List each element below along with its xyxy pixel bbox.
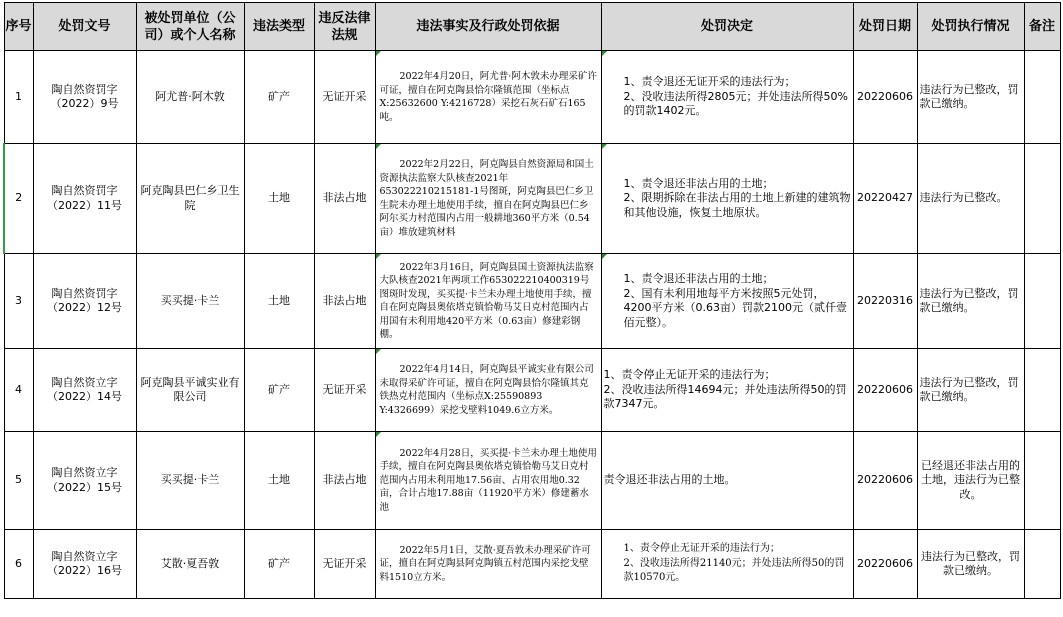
comment-marker-icon bbox=[376, 432, 381, 437]
cell-date[interactable]: 20220316 bbox=[853, 254, 917, 349]
comment-marker-icon bbox=[602, 144, 607, 149]
cell-law[interactable]: 非法占地 bbox=[314, 432, 375, 530]
cell-date[interactable]: 20220606 bbox=[853, 51, 917, 144]
cell-doc-no[interactable]: 陶自然资罚字（2022）12号 bbox=[33, 254, 136, 349]
cell-date[interactable]: 20220427 bbox=[853, 144, 917, 254]
decision-line: 责令退还非法占用的土地。 bbox=[603, 473, 736, 487]
cell-seq[interactable]: 2 bbox=[4, 144, 33, 254]
cell-facts[interactable] bbox=[375, 530, 601, 599]
header-decision[interactable]: 处罚决定 bbox=[601, 3, 853, 51]
comment-marker-icon bbox=[602, 254, 607, 259]
comment-marker-icon bbox=[376, 254, 381, 259]
table-row bbox=[4, 254, 1060, 349]
cell-seq[interactable]: 6 bbox=[4, 530, 33, 599]
header-party[interactable]: 被处罚单位（公司）或个人名称 bbox=[136, 3, 244, 51]
cell-doc-no[interactable]: 陶自然资罚字（2022）11号 bbox=[33, 144, 136, 254]
cell-remark[interactable] bbox=[1024, 144, 1060, 254]
table-row bbox=[4, 51, 1060, 144]
cell-law[interactable]: 无证开采 bbox=[314, 530, 375, 599]
decision-line: 1、责令退还非法占用的土地； bbox=[623, 176, 774, 190]
cell-decision[interactable] bbox=[601, 51, 853, 144]
cell-seq[interactable]: 1 bbox=[4, 51, 33, 144]
cell-party[interactable]: 阿克陶县平诚实业有限公司 bbox=[136, 349, 244, 432]
comment-marker-icon bbox=[376, 144, 381, 149]
cell-party[interactable]: 阿克陶县巴仁乡卫生院 bbox=[136, 144, 244, 254]
cell-party[interactable]: 艾散·夏吾敦 bbox=[136, 530, 244, 599]
cell-law[interactable]: 非法占地 bbox=[314, 144, 375, 254]
facts-text: 2022年4月20日，阿尤普·阿木敦未办理采矿许可证，擅自在阿克陶县恰尔隆镇范围（坐标点X:25632600 Y:4216728）采挖石灰石矿石165吨。 bbox=[379, 71, 597, 123]
header-row bbox=[4, 3, 1060, 51]
cell-type[interactable]: 土地 bbox=[244, 254, 314, 349]
cell-date[interactable]: 20220606 bbox=[853, 530, 917, 599]
header-remark[interactable]: 备注 bbox=[1024, 3, 1060, 51]
cell-remark[interactable] bbox=[1024, 530, 1060, 599]
cell-decision[interactable] bbox=[601, 432, 853, 530]
cell-facts[interactable] bbox=[375, 254, 601, 349]
cell-facts[interactable] bbox=[375, 349, 601, 432]
cell-date[interactable]: 20220606 bbox=[853, 349, 917, 432]
comment-marker-icon bbox=[376, 349, 381, 354]
header-law[interactable]: 违反法律法规 bbox=[314, 3, 375, 51]
table-row bbox=[4, 144, 1060, 254]
cell-doc-no[interactable]: 陶自然资立字（2022）15号 bbox=[33, 432, 136, 530]
cell-decision[interactable] bbox=[601, 144, 853, 254]
cell-facts[interactable] bbox=[375, 51, 601, 144]
comment-marker-icon bbox=[376, 51, 381, 56]
cell-remark[interactable] bbox=[1024, 432, 1060, 530]
decision-line: 2、没收违法所得14694元；并处违法所得50的罚款7347元。 bbox=[603, 382, 847, 411]
cell-execution[interactable]: 违法行为已整改。 bbox=[917, 144, 1024, 254]
table-row bbox=[4, 349, 1060, 432]
comment-marker-icon bbox=[602, 51, 607, 56]
cell-facts[interactable] bbox=[375, 144, 601, 254]
cell-execution[interactable]: 已经退还非法占用的土地，违法行为已整改。 bbox=[917, 432, 1024, 530]
cell-date[interactable]: 20220606 bbox=[853, 432, 917, 530]
cell-law[interactable]: 无证开采 bbox=[314, 349, 375, 432]
decision-line: 1、责令停止无证开采的违法行为； bbox=[623, 543, 780, 555]
cell-decision[interactable] bbox=[601, 349, 853, 432]
cell-party[interactable]: 买买提·卡兰 bbox=[136, 254, 244, 349]
decision-line: 2、没收违法所得2805元；并处违法所得50%的罚款1402元。 bbox=[623, 89, 848, 118]
cell-seq[interactable]: 5 bbox=[4, 432, 33, 530]
cell-seq[interactable]: 3 bbox=[4, 254, 33, 349]
cell-law[interactable]: 非法占地 bbox=[314, 254, 375, 349]
cell-doc-no[interactable]: 陶自然资立字（2022）16号 bbox=[33, 530, 136, 599]
facts-text: 2022年4月28日，买买提·卡兰未办理土地使用手续，擅自在阿克陶县奥依塔克镇恰勒马艾日克村范围内占用未利用地17.56亩、占用农用地0.32亩，合计占地17.88亩（11920平方米）修建蓄水池 bbox=[379, 447, 597, 513]
cell-execution[interactable]: 违法行为已整改，罚款已缴纳。 bbox=[917, 254, 1024, 349]
cell-seq[interactable]: 4 bbox=[4, 349, 33, 432]
cell-remark[interactable] bbox=[1024, 254, 1060, 349]
cell-remark[interactable] bbox=[1024, 51, 1060, 144]
cell-type[interactable]: 矿产 bbox=[244, 530, 314, 599]
facts-text: 2022年3月16日，阿克陶县国土资源执法监察大队核查2021年两项工作653022210400319号图斑时发现，买买提·卡兰未办理土地使用手续，擅自在阿克陶县奥依塔克镇恰勒马艾日克村范围内占用国有未利用地420平方米（0.63亩）修建彩钢棚。 bbox=[379, 261, 594, 340]
table-row bbox=[4, 530, 1060, 599]
cell-remark[interactable] bbox=[1024, 349, 1060, 432]
cell-type[interactable]: 矿产 bbox=[244, 51, 314, 144]
cell-decision[interactable] bbox=[601, 254, 853, 349]
header-execution[interactable]: 处罚执行情况 bbox=[917, 3, 1024, 51]
cell-execution[interactable]: 违法行为已整改，罚款已缴纳。 bbox=[917, 349, 1024, 432]
cell-type[interactable]: 土地 bbox=[244, 144, 314, 254]
header-type[interactable]: 违法类型 bbox=[244, 3, 314, 51]
facts-text: 2022年2月22日，阿克陶县自然资源局和国土资源执法监察大队核查2021年653022210215181-1号图斑，阿克陶县巴仁乡卫生院未办理土地使用手续，擅自在阿克陶县巴仁乡阿尔买力村范围内占用一般耕地360平方米（0.54亩）堆放建筑材料 bbox=[379, 159, 594, 238]
decision-line: 2、没收违法所得21140元；并处违法所得50的罚款10570元。 bbox=[623, 557, 845, 584]
cell-facts[interactable] bbox=[375, 432, 601, 530]
cell-doc-no[interactable]: 陶自然资立字（2022）14号 bbox=[33, 349, 136, 432]
cell-type[interactable]: 矿产 bbox=[244, 349, 314, 432]
facts-text: 2022年4月14日，阿克陶县平诚实业有限公司未取得采矿许可证，擅自在阿克陶县恰尔隆镇其克铁热克村范围内（坐标点X:25590893 Y:4326699）采挖戈壁料1049.6立方米。 bbox=[379, 364, 594, 416]
header-seq[interactable]: 序号 bbox=[4, 3, 33, 51]
cell-execution[interactable]: 违法行为已整改，罚款已缴纳。 bbox=[917, 530, 1024, 599]
cell-decision[interactable] bbox=[601, 530, 853, 599]
header-facts[interactable]: 违法事实及行政处罚依据 bbox=[375, 3, 601, 51]
cell-type[interactable]: 土地 bbox=[244, 432, 314, 530]
decision-line: 2、国有未利用地每平方米按照5元处罚，4200平方米（0.63亩）罚款2100元（贰仟壹佰元整）。 bbox=[623, 286, 847, 329]
header-date[interactable]: 处罚日期 bbox=[853, 3, 917, 51]
facts-text: 2022年5月1日，艾散·夏吾敦未办理采矿许可证，擅自在阿克陶县阿克陶镇五村范围内采挖戈壁料1510立方米。 bbox=[379, 544, 591, 583]
decision-line: 1、责令退还非法占用的土地； bbox=[623, 272, 774, 285]
header-doc-no[interactable]: 处罚文号 bbox=[33, 3, 136, 51]
cell-execution[interactable]: 违法行为已整改，罚款已缴纳。 bbox=[917, 51, 1024, 144]
cell-law[interactable]: 无证开采 bbox=[314, 51, 375, 144]
table-row bbox=[4, 432, 1060, 530]
cell-doc-no[interactable]: 陶自然资罚字（2022）9号 bbox=[33, 51, 136, 144]
decision-line: 1、责令退还无证开采的违法行为； bbox=[623, 75, 796, 89]
cell-party[interactable]: 买买提·卡兰 bbox=[136, 432, 244, 530]
penalty-table bbox=[3, 2, 1061, 599]
decision-line: 1、责令停止无证开采的违法行为； bbox=[603, 368, 776, 382]
cell-party[interactable]: 阿尤普·阿木敦 bbox=[136, 51, 244, 144]
decision-line: 2、限期拆除在非法占用的土地上新建的建筑物和其他设施，恢复土地原状。 bbox=[623, 191, 851, 219]
